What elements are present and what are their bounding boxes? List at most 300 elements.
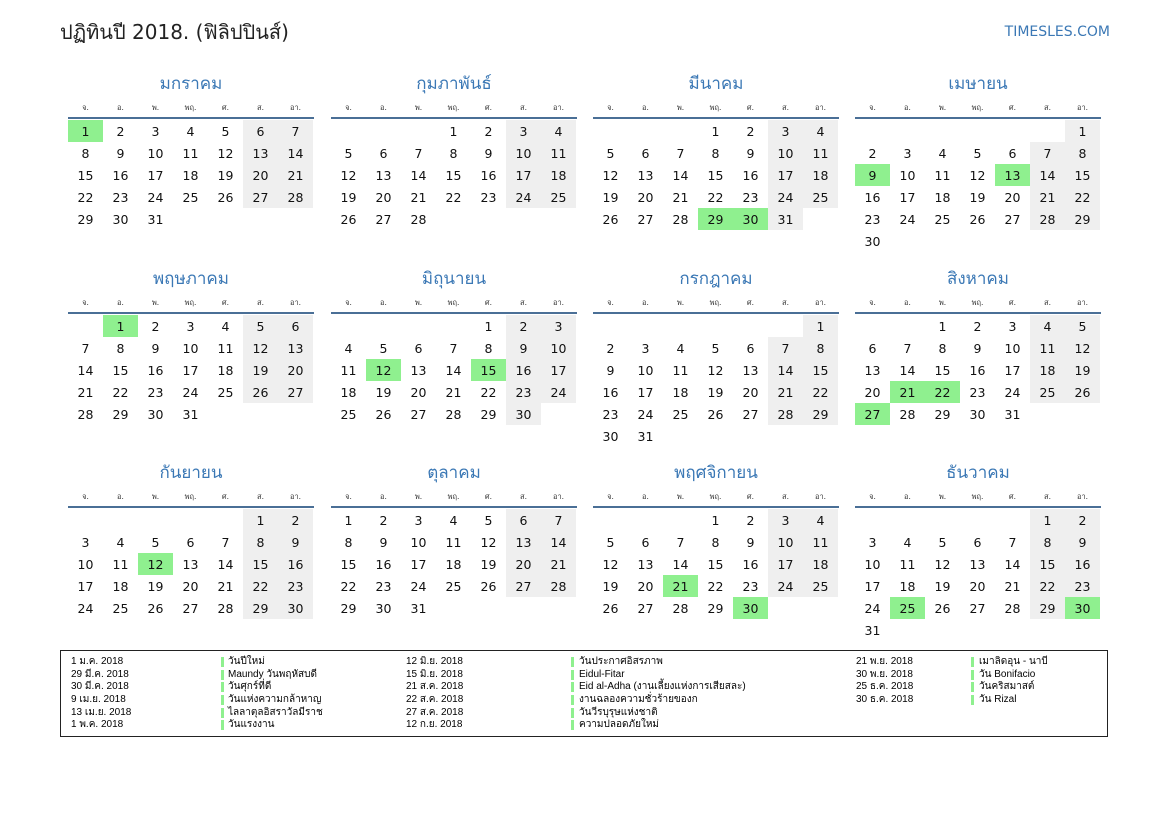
- day-cell: 28: [445, 406, 462, 422]
- day-cell: 14: [217, 556, 234, 572]
- day-cell: 4: [344, 340, 353, 356]
- day-cell: 29: [707, 600, 724, 616]
- day-cell: 7: [676, 145, 685, 161]
- day-cell: 5: [243, 315, 278, 337]
- month-name: มีนาคม: [688, 74, 744, 94]
- holiday-marker: [971, 695, 974, 705]
- day-cell: 5: [606, 534, 615, 550]
- day-cell: 14: [672, 167, 689, 183]
- holiday-legend: [60, 650, 1108, 737]
- weekday-label: พ.: [151, 103, 160, 112]
- day-cell: 17: [410, 556, 427, 572]
- weekday-label: อ.: [380, 103, 387, 112]
- day-cell: 30: [112, 211, 129, 227]
- legend-date: 15 มิ.ย. 2018: [406, 668, 463, 680]
- day-cell: 10: [182, 340, 199, 356]
- month-name: พฤษภาคม: [152, 269, 230, 289]
- day-cell: 21: [278, 164, 313, 186]
- day-cell: 15: [243, 553, 278, 575]
- day-cell: 2: [973, 318, 982, 334]
- day-cell: 15: [340, 556, 357, 572]
- day-cell: 7: [676, 534, 685, 550]
- day-cell: 8: [711, 145, 720, 161]
- weekday-label: ศ.: [221, 103, 230, 112]
- holiday-marker: [221, 657, 224, 667]
- holiday-marker: [221, 670, 224, 680]
- weekday-label: จ.: [345, 298, 352, 307]
- day-cell: 25: [340, 406, 357, 422]
- day-cell: 5: [606, 145, 615, 161]
- month-divider: [855, 312, 1101, 314]
- day-cell: 12: [340, 167, 357, 183]
- weekday-label: พฤ.: [184, 492, 197, 501]
- day-cell: 8: [1030, 531, 1065, 553]
- day-cell: 22: [803, 381, 838, 403]
- holiday-day-cell: 1: [103, 315, 138, 337]
- day-cell: 9: [973, 340, 982, 356]
- legend-holiday-name: วันคริสมาสต์: [979, 681, 1035, 693]
- holiday-day-cell: 12: [138, 553, 173, 575]
- weekday-label: จ.: [345, 103, 352, 112]
- weekday-label: อา.: [814, 492, 827, 501]
- day-cell: 28: [77, 406, 94, 422]
- day-cell: 28: [768, 403, 803, 425]
- day-cell: 20: [243, 164, 278, 186]
- day-cell: 26: [340, 211, 357, 227]
- day-cell: 27: [410, 406, 427, 422]
- weekday-label: ศ.: [746, 492, 755, 501]
- day-cell: 29: [480, 406, 497, 422]
- day-cell: 13: [410, 362, 427, 378]
- holiday-marker: [571, 708, 574, 718]
- weekday-label: พฤ.: [447, 103, 460, 112]
- day-cell: 28: [899, 406, 916, 422]
- day-cell: 12: [217, 145, 234, 161]
- holiday-marker: [971, 657, 974, 667]
- day-cell: 5: [484, 512, 493, 528]
- day-cell: 21: [1004, 578, 1021, 594]
- day-cell: 2: [1065, 509, 1100, 531]
- day-cell: 25: [803, 186, 838, 208]
- day-cell: 23: [1065, 575, 1100, 597]
- day-cell: 31: [1004, 406, 1021, 422]
- day-cell: 6: [379, 145, 388, 161]
- day-cell: 4: [541, 120, 576, 142]
- weekday-label: อา.: [552, 298, 565, 307]
- legend-date: 9 เม.ย. 2018: [71, 694, 126, 706]
- day-cell: 1: [1065, 120, 1100, 142]
- day-cell: 16: [278, 553, 313, 575]
- day-cell: 9: [746, 145, 755, 161]
- day-cell: 11: [672, 362, 689, 378]
- day-cell: 28: [672, 600, 689, 616]
- day-cell: 18: [672, 384, 689, 400]
- holiday-day-cell: 27: [855, 403, 890, 425]
- day-cell: 9: [1065, 531, 1100, 553]
- day-cell: 24: [1004, 384, 1021, 400]
- day-cell: 22: [445, 189, 462, 205]
- day-cell: 28: [1004, 600, 1021, 616]
- day-cell: 11: [803, 531, 838, 553]
- day-cell: 13: [506, 531, 541, 553]
- legend-holiday-name: ความปลอดภัยใหม่: [579, 719, 660, 731]
- day-cell: 10: [864, 556, 881, 572]
- day-cell: 15: [77, 167, 94, 183]
- holiday-marker: [571, 720, 574, 730]
- holiday-day-cell: 29: [698, 208, 733, 230]
- day-cell: 3: [868, 534, 877, 550]
- day-cell: 6: [414, 340, 423, 356]
- day-cell: 30: [375, 600, 392, 616]
- day-cell: 29: [243, 597, 278, 619]
- day-cell: 5: [1065, 315, 1100, 337]
- day-cell: 26: [1065, 381, 1100, 403]
- weekday-label: ศ.: [1008, 103, 1017, 112]
- day-cell: 17: [541, 359, 576, 381]
- day-cell: 21: [445, 384, 462, 400]
- weekday-label: อ.: [642, 492, 649, 501]
- weekday-label: ส.: [257, 103, 264, 112]
- day-cell: 10: [77, 556, 94, 572]
- day-cell: 19: [375, 384, 392, 400]
- day-cell: 13: [969, 556, 986, 572]
- legend-holiday-name: วันวีรบุรุษแห่งชาติ: [579, 706, 658, 718]
- day-cell: 2: [278, 509, 313, 531]
- day-cell: 15: [803, 359, 838, 381]
- day-cell: 16: [480, 167, 497, 183]
- day-cell: 29: [803, 403, 838, 425]
- weekday-label: พ.: [414, 103, 423, 112]
- day-cell: 27: [182, 600, 199, 616]
- month-divider: [68, 506, 314, 508]
- day-cell: 9: [151, 340, 160, 356]
- weekday-label: พ.: [414, 492, 423, 501]
- day-cell: 17: [768, 164, 803, 186]
- day-cell: 26: [969, 211, 986, 227]
- day-cell: 19: [147, 578, 164, 594]
- day-cell: 24: [768, 575, 803, 597]
- legend-date: 30 ธ.ค. 2018: [856, 694, 914, 706]
- day-cell: 4: [676, 340, 685, 356]
- day-cell: 31: [147, 211, 164, 227]
- weekday-label: ส.: [1044, 492, 1051, 501]
- day-cell: 20: [410, 384, 427, 400]
- day-cell: 19: [602, 189, 619, 205]
- day-cell: 13: [637, 167, 654, 183]
- weekday-label: จ.: [607, 492, 614, 501]
- day-cell: 1: [803, 315, 838, 337]
- day-cell: 11: [217, 340, 234, 356]
- day-cell: 14: [541, 531, 576, 553]
- weekday-label: จ.: [82, 298, 89, 307]
- day-cell: 25: [934, 211, 951, 227]
- weekday-label: ศ.: [746, 103, 755, 112]
- day-cell: 8: [1065, 142, 1100, 164]
- day-cell: 15: [707, 556, 724, 572]
- day-cell: 16: [1065, 553, 1100, 575]
- day-cell: 27: [742, 406, 759, 422]
- day-cell: 15: [1065, 164, 1100, 186]
- month-block: [593, 72, 839, 268]
- day-cell: 10: [899, 167, 916, 183]
- day-cell: 17: [77, 578, 94, 594]
- legend-date: 30 มี.ค. 2018: [71, 681, 129, 693]
- day-cell: 7: [903, 340, 912, 356]
- weekday-label: ศ.: [221, 492, 230, 501]
- day-cell: 18: [112, 578, 129, 594]
- weekday-label: จ.: [869, 492, 876, 501]
- legend-holiday-name: วันศุกร์ที่ดี: [228, 681, 272, 693]
- weekday-label: ศ.: [1008, 298, 1017, 307]
- day-cell: 10: [1004, 340, 1021, 356]
- day-cell: 2: [746, 123, 755, 139]
- weekday-label: พฤ.: [184, 298, 197, 307]
- day-cell: 7: [541, 509, 576, 531]
- day-cell: 27: [243, 186, 278, 208]
- day-cell: 7: [414, 145, 423, 161]
- day-cell: 14: [278, 142, 313, 164]
- day-cell: 3: [768, 120, 803, 142]
- day-cell: 9: [746, 534, 755, 550]
- day-cell: 8: [803, 337, 838, 359]
- day-cell: 9: [379, 534, 388, 550]
- day-cell: 17: [637, 384, 654, 400]
- day-cell: 15: [1030, 553, 1065, 575]
- day-cell: 20: [742, 384, 759, 400]
- day-cell: 3: [641, 340, 650, 356]
- month-name: กันยายน: [159, 463, 223, 483]
- day-cell: 20: [637, 189, 654, 205]
- legend-date: 21 พ.ย. 2018: [856, 656, 913, 667]
- weekday-label: พฤ.: [184, 103, 197, 112]
- day-cell: 4: [186, 123, 195, 139]
- day-cell: 16: [969, 362, 986, 378]
- month-block: [68, 461, 314, 657]
- day-cell: 8: [344, 534, 353, 550]
- day-cell: 1: [1030, 509, 1065, 531]
- month-name: มกราคม: [159, 74, 223, 94]
- day-cell: 18: [934, 189, 951, 205]
- day-cell: 16: [742, 167, 759, 183]
- day-cell: 17: [899, 189, 916, 205]
- day-cell: 18: [803, 164, 838, 186]
- day-cell: 3: [506, 120, 541, 142]
- holiday-day-cell: 9: [855, 164, 890, 186]
- day-cell: 18: [182, 167, 199, 183]
- holiday-day-cell: 12: [366, 359, 401, 381]
- holiday-marker: [571, 670, 574, 680]
- month-name: ตุลาคม: [427, 463, 481, 483]
- legend-holiday-name: Eid al-Adha (งานเลี้ยงแห่งการเสียสละ): [579, 681, 746, 693]
- page-title: ปฏิทินปี 2018. (ฟิลิปปินส์): [60, 20, 289, 44]
- weekday-label: อา.: [814, 103, 827, 112]
- day-cell: 19: [1065, 359, 1100, 381]
- day-cell: 12: [243, 337, 278, 359]
- day-cell: 27: [637, 211, 654, 227]
- month-name: พฤศจิกายน: [674, 463, 758, 483]
- day-cell: 19: [602, 578, 619, 594]
- legend-date: 12 ก.ย. 2018: [406, 719, 463, 731]
- legend-holiday-name: งานฉลองความชั่วร้ายของก: [579, 694, 698, 706]
- day-cell: 30: [147, 406, 164, 422]
- legend-date: 30 พ.ย. 2018: [856, 668, 913, 680]
- day-cell: 14: [410, 167, 427, 183]
- day-cell: 27: [969, 600, 986, 616]
- legend-holiday-name: วันประกาศอิสรภาพ: [579, 656, 663, 667]
- day-cell: 28: [410, 211, 427, 227]
- weekday-label: อา.: [814, 298, 827, 307]
- day-cell: 21: [1030, 186, 1065, 208]
- day-cell: 9: [116, 145, 125, 161]
- holiday-marker: [221, 695, 224, 705]
- day-cell: 26: [934, 600, 951, 616]
- day-cell: 24: [899, 211, 916, 227]
- weekday-label: จ.: [607, 298, 614, 307]
- day-cell: 5: [344, 145, 353, 161]
- day-cell: 4: [221, 318, 230, 334]
- day-cell: 21: [77, 384, 94, 400]
- month-divider: [593, 117, 839, 119]
- legend-holiday-name: วันแรงงาน: [228, 719, 275, 731]
- day-cell: 3: [1008, 318, 1017, 334]
- day-cell: 30: [969, 406, 986, 422]
- holiday-marker: [571, 682, 574, 692]
- weekday-label: ศ.: [746, 298, 755, 307]
- day-cell: 6: [973, 534, 982, 550]
- day-cell: 26: [375, 406, 392, 422]
- day-cell: 21: [541, 553, 576, 575]
- day-cell: 29: [77, 211, 94, 227]
- month-block: [68, 267, 314, 463]
- holiday-day-cell: 30: [1065, 597, 1100, 619]
- day-cell: 31: [410, 600, 427, 616]
- weekday-label: ศ.: [1008, 492, 1017, 501]
- day-cell: 27: [506, 575, 541, 597]
- day-cell: 22: [707, 189, 724, 205]
- day-cell: 20: [864, 384, 881, 400]
- day-cell: 3: [768, 509, 803, 531]
- weekday-label: อ.: [904, 103, 911, 112]
- day-cell: 25: [672, 406, 689, 422]
- day-cell: 30: [506, 403, 541, 425]
- day-cell: 29: [1065, 208, 1100, 230]
- day-cell: 28: [672, 211, 689, 227]
- day-cell: 23: [742, 578, 759, 594]
- month-divider: [68, 312, 314, 314]
- day-cell: 20: [637, 578, 654, 594]
- day-cell: 16: [375, 556, 392, 572]
- weekday-label: จ.: [607, 103, 614, 112]
- day-cell: 3: [151, 123, 160, 139]
- day-cell: 9: [278, 531, 313, 553]
- month-name: สิงหาคม: [946, 269, 1009, 289]
- legend-holiday-name: Maundy วันพฤหัสบดี: [228, 668, 317, 680]
- day-cell: 23: [506, 381, 541, 403]
- day-cell: 24: [182, 384, 199, 400]
- day-cell: 6: [641, 534, 650, 550]
- day-cell: 30: [278, 597, 313, 619]
- holiday-marker: [971, 670, 974, 680]
- day-cell: 31: [637, 428, 654, 444]
- weekday-label: พ.: [151, 298, 160, 307]
- day-cell: 22: [1065, 186, 1100, 208]
- weekday-label: อา.: [1076, 298, 1089, 307]
- day-cell: 11: [899, 556, 916, 572]
- day-cell: 3: [903, 145, 912, 161]
- day-cell: 10: [768, 531, 803, 553]
- day-cell: 11: [1030, 337, 1065, 359]
- day-cell: 18: [541, 164, 576, 186]
- day-cell: 12: [602, 556, 619, 572]
- day-cell: 10: [410, 534, 427, 550]
- day-cell: 21: [217, 578, 234, 594]
- day-cell: 26: [602, 211, 619, 227]
- day-cell: 20: [506, 553, 541, 575]
- day-cell: 26: [602, 600, 619, 616]
- weekday-label: พฤ.: [447, 492, 460, 501]
- day-cell: 2: [151, 318, 160, 334]
- day-cell: 10: [541, 337, 576, 359]
- day-cell: 5: [973, 145, 982, 161]
- day-cell: 4: [803, 509, 838, 531]
- day-cell: 17: [768, 553, 803, 575]
- day-cell: 19: [217, 167, 234, 183]
- day-cell: 18: [445, 556, 462, 572]
- day-cell: 15: [707, 167, 724, 183]
- day-cell: 19: [243, 359, 278, 381]
- weekday-label: ส.: [1044, 103, 1051, 112]
- day-cell: 9: [506, 337, 541, 359]
- weekday-label: พฤ.: [447, 298, 460, 307]
- weekday-label: ส.: [782, 492, 789, 501]
- weekday-label: จ.: [82, 103, 89, 112]
- day-cell: 12: [602, 167, 619, 183]
- day-cell: 29: [934, 406, 951, 422]
- weekday-label: พ.: [676, 298, 685, 307]
- day-cell: 4: [1030, 315, 1065, 337]
- day-cell: 23: [147, 384, 164, 400]
- day-cell: 28: [1030, 208, 1065, 230]
- weekday-label: พฤ.: [971, 103, 984, 112]
- month-divider: [331, 506, 577, 508]
- weekday-label: พฤ.: [709, 492, 722, 501]
- day-cell: 7: [1008, 534, 1017, 550]
- weekday-label: อา.: [552, 492, 565, 501]
- day-cell: 2: [484, 123, 493, 139]
- day-cell: 10: [506, 142, 541, 164]
- weekday-label: อ.: [642, 103, 649, 112]
- day-cell: 14: [77, 362, 94, 378]
- day-cell: 27: [637, 600, 654, 616]
- weekday-label: พฤ.: [971, 492, 984, 501]
- site-link[interactable]: TIMESLES.COM: [1004, 24, 1110, 40]
- legend-date: 21 ส.ค. 2018: [406, 681, 464, 693]
- day-cell: 6: [1008, 145, 1017, 161]
- weekday-label: อา.: [1076, 492, 1089, 501]
- weekday-label: พฤ.: [709, 298, 722, 307]
- weekday-label: จ.: [869, 103, 876, 112]
- holiday-day-cell: 15: [471, 359, 506, 381]
- weekday-label: พ.: [938, 492, 947, 501]
- weekday-label: อา.: [1076, 103, 1089, 112]
- day-cell: 25: [541, 186, 576, 208]
- day-cell: 14: [1030, 164, 1065, 186]
- day-cell: 27: [278, 381, 313, 403]
- day-cell: 22: [243, 575, 278, 597]
- holiday-marker: [571, 657, 574, 667]
- day-cell: 6: [868, 340, 877, 356]
- day-cell: 29: [112, 406, 129, 422]
